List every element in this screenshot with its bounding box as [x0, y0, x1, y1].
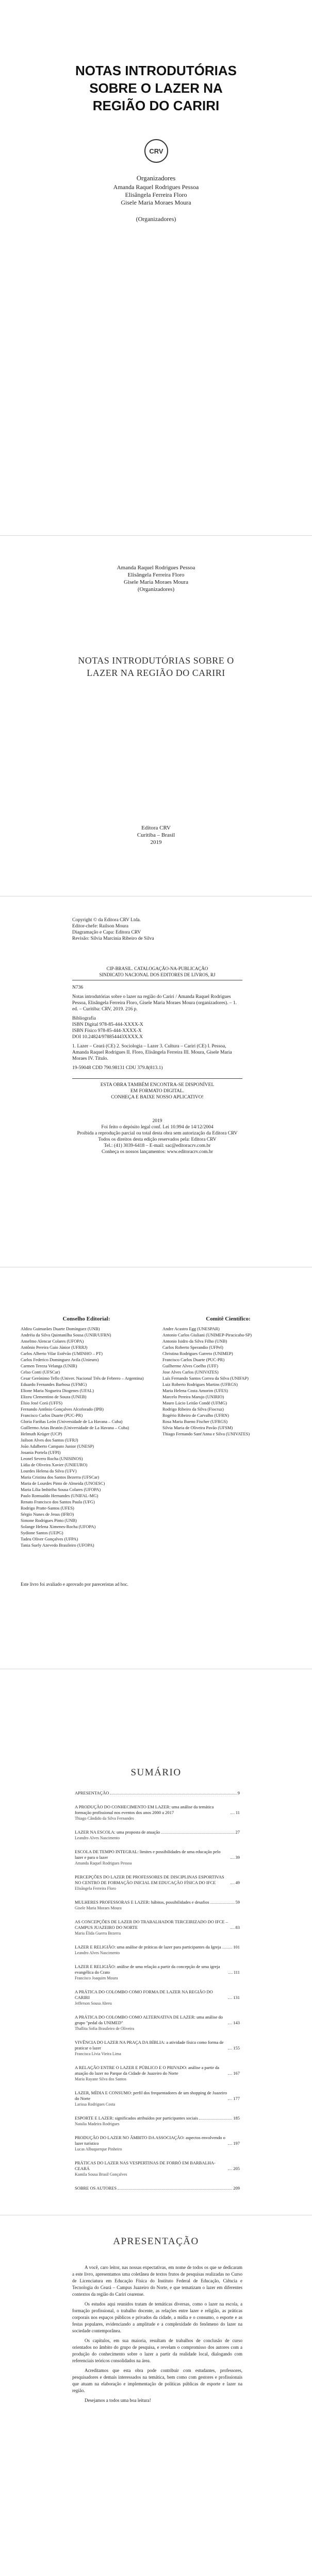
organizer-name: Gisele Maria Moraes Moura: [121, 199, 191, 206]
toc-entry-title: APRESENTAÇÃO: [75, 1790, 109, 1795]
editorial-member: Maria Cristina dos Santos Bezerra (UFSCar): [21, 1475, 100, 1480]
author-line: Gisele Maria Moraes Moura: [124, 579, 188, 585]
toc-entry-author: Lucas Albuquerque Pinheiro: [75, 2147, 122, 2151]
cataloguing-body: Notas introdutórias sobre o lazer na região do Cariri / Amanda Raquel Rodrigues Pessoa, Elisângela Ferreira Floro, Gisele Maria Moraes Moura (organizadores). – 1. ed. – Curitiba: CRV, 2019. 216 p.: [72, 994, 237, 1012]
scientific-member: Carlos Roberto Sperandio (UFPel): [162, 1345, 223, 1350]
editorial-member: Élsio José Corá (UFFS): [21, 1400, 62, 1405]
title-page: [0, 536, 312, 896]
editorial-member: Tania Suely Azevedo Brasileiro (UFOPA): [21, 1543, 94, 1548]
toc-leader-dots: [118, 2189, 232, 2190]
toc-entry[interactable]: [75, 1829, 240, 1841]
isbn-line: ISBN Digital 978-85-444-XXXX-X: [72, 1022, 143, 1027]
toc-entry-title: SOBRE OS AUTORES: [75, 2185, 117, 2191]
scientific-member: Jose Alves Carlos (UNIVATES): [162, 1369, 219, 1375]
isbn-block: [72, 1015, 242, 1040]
editorial-member: Jailson Alves dos Santos (UFRJ): [21, 1437, 78, 1443]
toc-entry[interactable]: [75, 1874, 240, 1891]
copyright-credits: [72, 917, 242, 942]
scientific-member: Rosa Maria Bueno Fischer (UFRGS): [162, 1419, 228, 1424]
digital-notice-line: CONHEÇA E BAIXE NOSSO APLICATIVO!: [111, 1095, 204, 1100]
title-page-publisher: [0, 824, 312, 846]
legal-line: Conheça os nossos lançamentos: www.editoracrv.com.br: [102, 1149, 213, 1155]
toc-entry[interactable]: [75, 1989, 240, 2006]
toc-entry[interactable]: [75, 1849, 240, 1866]
publisher-line: 2019: [150, 839, 162, 845]
toc-entry-title: PRÁTICAS DO LAZER NAS VESPERTINAS DE FORRÓ EM BARBALHA-CEARÁ: [75, 2160, 216, 2171]
editorial-member: Sydione Santos (UEPG): [21, 1530, 63, 1535]
legal-line: Proibida a reprodução parcial ou total desta obra sem autorização da Editora CRV: [77, 1131, 238, 1136]
editorial-council: [21, 1316, 152, 1549]
toc-entry-author: Amanda Raquel Rodrigues Pessoa: [75, 1861, 132, 1866]
credit-line: Diagramação e Capa: Editora CRV: [72, 930, 141, 935]
toc-entry-title: A PRODUÇÃO DO CONHECIMENTO EM LAZER: uma análise da temática formação profissional nos eventos dos anos 2000 a 2017: [75, 1804, 214, 1815]
presentation-paragraph: Os estudos aqui reunidos tratam de temáticas diversas, como o lazer na escola, a formação profissional, o trabalho docente, as relações entre lazer e religião, as práticas corporais nos espaços públicos e privados da cidade, a mídia e o consumo, o esporte e as festas populares, evidenciando a amplitude e a complexidade do fenômeno do lazer na sociedade contemporânea.: [72, 2301, 242, 2333]
toc-entry[interactable]: [75, 1790, 240, 1796]
scientific-member: Silvia Maria de Oliveira Pavão (UFSM): [162, 1425, 233, 1430]
toc-leader-dots: [231, 1928, 235, 1929]
editorial-member: Francisco Carlos Duarte (PUC-PR): [21, 1413, 83, 1418]
toc-entry-author: Thallita Sofia Brasileiro de Oliveira: [75, 2026, 135, 2031]
editorial-member: Paulo Romualdo Hernandes (UNIFAL-MG): [21, 1493, 98, 1498]
toc-leader-dots: [210, 1903, 235, 1904]
scientific-member: Christina Rodrigues Garreto (UNIMEP): [162, 1351, 233, 1356]
editorial-council-title: Conselho Editorial:: [62, 1316, 110, 1322]
toc-entry-title: PRODUÇÃO DO LAZER NO ÂMBITO DA ASSOCIAÇÃO: aspectos envolvendo o lazer turístico: [75, 2135, 225, 2146]
toc-entry-page: 49: [235, 1880, 240, 1885]
editorial-member: Fernando Antônio Gonçalves Alcoforado (IPB): [21, 1406, 104, 1412]
toc-entry-title: AS CONCEPÇÕES DE LAZER DO TRABALHADOR TERCEIRIZADO DO IFCE – CAMPUS JUAZEIRO DO NORTE: [75, 1919, 228, 1930]
organizers-suffix: (Organizadores): [136, 215, 176, 223]
legal-line: Tel.: (41) 3039-6418 – E-mail: sac@editoracrv.com.br: [104, 1143, 211, 1148]
cataloguing-heading: [72, 965, 242, 978]
scientific-member: Luís Fernando Santos Correa da Silva (UNIFAP): [162, 1376, 249, 1381]
scientific-committee: [162, 1316, 294, 1437]
editorial-member: Maria de Lourdes Pinto de Almeida (UNOESC): [21, 1481, 105, 1486]
editorial-member: Elione Maria Nogueira Diogenes (UFAL): [21, 1388, 94, 1393]
scientific-member: Guilherme Alves Coelho (UFF): [162, 1363, 218, 1368]
editorial-member: Guillermo Arias Beatón (Universidade de La Havana – Cuba): [21, 1425, 129, 1430]
table-of-contents-page: [0, 1669, 312, 2215]
editorial-member: Carlos Federico Dominguez Avila (Unieuro): [21, 1357, 99, 1362]
presentation-paragraph: Desejamos a todos uma boa leitura!: [85, 2398, 151, 2403]
toc-leader-dots: [228, 2099, 232, 2100]
presentation-page: [0, 2215, 312, 2576]
editorial-member: Simone Rodrigues Pinto (UNB): [21, 1518, 77, 1523]
editorial-member: João Adalberto Campato Junior (UNESP): [21, 1444, 94, 1449]
copyright-page: [0, 896, 312, 1267]
toc-entry-author: Elisângela Ferreira Floro: [75, 1886, 116, 1891]
toc-title: SUMÁRIO: [130, 1767, 182, 1778]
cover-title-line: REGIÃO DO CARIRI: [92, 98, 220, 113]
editorial-member: Maria Lília Imbiriba Sousa Colares (UFOPA): [21, 1487, 101, 1492]
toc-entry-author: Maria Élida Guerra Bezerra: [75, 1931, 121, 1936]
scientific-member: Antonio Isidro da Silva Filho (UNB): [162, 1338, 227, 1344]
editorial-member: Anselmo Alencar Colares (UFOPA): [21, 1338, 84, 1344]
editorial-member: Sérgio Nunes de Jesus (IFRO): [21, 1512, 74, 1517]
toc-entry-title: A RELAÇÃO ENTRE O LAZER E PÚBLICO E O PRIVADO: análise a partir da atuação do lazer no Parque da Cidade de Juazeiro do Norte: [75, 2065, 220, 2076]
toc-entry-page: 111: [233, 1970, 240, 1975]
cover-title: [0, 62, 312, 114]
editorial-member: Carmen Tereza Velanga (UNIR): [21, 1363, 77, 1368]
scientific-member: Mauro Lúcio Leitão Condé (UFMG): [162, 1400, 227, 1405]
toc-entry-page: 167: [233, 2071, 240, 2076]
editorial-member: Renato Francisco dos Santos Paula (UFG): [21, 1499, 95, 1504]
title-line: NOTAS INTRODUTÓRIAS SOBRE O: [78, 655, 234, 666]
toc-entry-author: Natalia Madeira Rodrigues: [75, 2122, 120, 2126]
toc-entry-page: 205: [233, 2166, 240, 2171]
scientific-member: Rogério Ribeiro de Carvalho (UFRN): [162, 1413, 229, 1418]
digital-notice-line: ESTA OBRA TAMBÉM ENCONTRA-SE DISPONÍVEL: [100, 1082, 215, 1088]
isbn-line: Bibliografia: [72, 1016, 96, 1021]
toc-leader-dots: [161, 1833, 234, 1834]
toc-entry-author: Jefferson Sousa Abreu: [75, 2001, 112, 2006]
cover-title-line: SOBRE O LAZER NA: [89, 80, 223, 96]
toc-entry-title: PERCEPÇÕES DO LAZER DE PROFESSORES DE DISCIPLINAS ESPORTIVAS NO CENTRO DE FORMAÇÃO INICIAL EM EDUCAÇÃO FÍSICA DO IFCE: [75, 1874, 224, 1885]
toc-entry-page: 143: [233, 2020, 240, 2025]
toc-entry-title: A PRÁTICA DO COLOMBO COMO FORMA DE LAZER NA REGIÃO DO CARIRI: [75, 1989, 213, 2000]
toc-entry-title: LAZER E RELIGIÃO: uma análise de práticas de lazer para participantes da Igreja: [75, 1944, 221, 1950]
publisher-logo-icon: [143, 138, 169, 164]
toc-leader-dots: [228, 1973, 233, 1974]
toc-entry[interactable]: [75, 1919, 240, 1936]
toc-entry-page: 177: [233, 2096, 240, 2101]
toc-entry-author: Gisele Maria Moraes Moura: [75, 1906, 122, 1910]
scientific-member: Marcelo Pereira Marujo (UNIRIO): [162, 1394, 224, 1399]
author-line: (Organizadores): [137, 586, 175, 592]
legal-deposit: [72, 1118, 242, 1155]
toc-entry-page: 9: [237, 1790, 240, 1795]
organizer-name: Amanda Raquel Rodrigues Pessoa: [113, 183, 199, 191]
credit-line: Revisão: Silvia Marcinia Ribeiro de Silva: [72, 936, 154, 941]
toc-leader-dots: [228, 1998, 232, 1999]
organizers-label: Organizadores: [136, 174, 176, 182]
credit-line: Editor-chefe: Railson Moura: [72, 924, 129, 929]
toc-list: [75, 1790, 240, 2199]
toc-entry-title: ESCOLA DE TEMPO INTEGRAL: limites e possibilidades de uma educação pelo lazer e para o lazer: [75, 1849, 221, 1860]
scientific-member: Luiz Roberto Rodrigues Martins (UFRGS): [162, 1382, 238, 1387]
editorial-member: Josania Portela (UFPI): [21, 1450, 61, 1455]
toc-entry-page: 27: [235, 1829, 240, 1835]
legal-line: Todos os direitos desta edição reservados pela: Editora CRV: [98, 1137, 217, 1142]
toc-entry[interactable]: [75, 2160, 240, 2177]
editorial-member: Rodrigo Pratte-Santos (UFES): [21, 1505, 74, 1511]
toc-entry-title: ESPORTE E LAZER: significados atribuídos por participantes sociais: [75, 2115, 199, 2121]
digital-notice: [72, 1082, 242, 1100]
editorial-member: Solange Helena Ximenes-Rocha (UFOPA): [21, 1524, 96, 1529]
presentation-paragraph: Acreditamos que esta obra pode contribuir com estudantes, professores, pesquisadores e demais interessados na temática, bem como com gestores e profissionais que atuam na elaboração e implementação de políticas públicas de esporte e lazer na região.: [72, 2368, 242, 2393]
publisher-line: Editora CRV: [141, 825, 171, 831]
toc-entry[interactable]: [75, 2090, 240, 2107]
scientific-member: Rodrigo Ribeiro da Silva (Fiocruz): [162, 1406, 224, 1412]
toc-entry-page: 39: [235, 1855, 240, 1860]
editorial-member: Andréia da Silva Quintanilha Sousa (UNIR/UFRN): [21, 1332, 111, 1337]
editorial-member: Carlos Alberto Vilar Estêvão (UMINHO – PT): [21, 1351, 103, 1356]
toc-entry-author: Larissa Rodrigues Costa: [75, 2102, 116, 2107]
peer-review-note: Este livro foi avaliado e aprovado por pareceristas ad hoc.: [21, 1582, 128, 1587]
toc-entry[interactable]: [75, 2185, 240, 2191]
toc-entry[interactable]: [75, 2014, 240, 2031]
toc-entry-title: MULHERES PROFESSORAS E LAZER: hábitos, possibilidades e desafios: [75, 1900, 209, 1905]
presentation-paragraph: A você, caro leitor, nas nossas expectativas, em nome de todos os que se dedicaram a este livro, apresentamos uma coletânea de textos frutos de pesquisas realizadas no Curso de Licenciatura em Educação Física do Instituto Federal de Educação, Ciência e Tecnologia do Ceará – Campus Juazeiro do Norte, e que tematizam o lazer em diferentes contextos da região do Cariri cearense.: [72, 2265, 242, 2297]
editorial-member: Celso Conti (UFSCar): [21, 1369, 60, 1375]
editorial-member: Leonel Severo Rocha (UNISINOS): [21, 1456, 83, 1461]
presentation-body: [72, 2264, 242, 2407]
toc-entry-author: Francisco Joaquim Moura: [75, 1976, 118, 1980]
organizers-list: [0, 183, 312, 207]
scientific-member: Andre Acastro Egg (UNESPAR): [162, 1326, 220, 1331]
toc-entry-page: 197: [233, 2141, 240, 2146]
title-line: LAZER NA REGIÃO DO CARIRI: [87, 668, 225, 678]
toc-entry[interactable]: [75, 1804, 240, 1821]
editorial-member: Antônio Pereira Gaio Júnior (UFRRJ): [21, 1345, 88, 1350]
scientific-member: Thiago Fernando Sant'Anna e Silva (UNIVATES): [162, 1431, 250, 1436]
toc-entry[interactable]: [75, 1900, 240, 1911]
toc-leader-dots: [228, 2074, 232, 2075]
toc-entry-author: Leandro Alves Nascimento: [75, 1836, 120, 1840]
editorial-member: Helmuth Krüger (UCP): [21, 1431, 62, 1436]
title-page-authors: [0, 564, 312, 593]
credit-line: Copyright © da Editora CRV Ltda.: [72, 918, 141, 923]
scientific-member: Antonio Carlos Giuliani (UNIMEP-Piracicaba-SP): [162, 1332, 252, 1337]
digital-notice-line: EM FORMATO DIGITAL.: [130, 1089, 185, 1094]
editorial-member: Tadeu Oliver Gonçalves (UFPA): [21, 1536, 78, 1541]
publisher-line: Curitiba – Brasil: [137, 832, 175, 838]
toc-entry-page: 83: [235, 1925, 240, 1930]
author-line: Amanda Raquel Rodrigues Pessoa: [117, 565, 195, 571]
toc-entry-page: 131: [233, 1995, 240, 2000]
editorial-member: Cesar Gerónimo Tello (Univer. Nacional Três de Febrero – Argentina): [21, 1376, 144, 1381]
cdd-line: 19-59048 CDD 790.98131 CDU 379.8(813.1): [72, 1065, 163, 1071]
scientific-committee-title: Comitê Científico:: [206, 1316, 251, 1322]
toc-entry-page: 11: [235, 1810, 240, 1815]
toc-leader-dots: [228, 2144, 232, 2145]
cataloguing-heading-line: SINDICATO NACIONAL DOS EDITORES DE LIVROS, RJ: [99, 972, 216, 977]
presentation-paragraph: Os capítulos, em sua maioria, resultam de trabalhos de conclusão de curso orientados no âmbito do grupo de pesquisa, e revelam o compromisso dos autores com a produção do conhecimento sobre o lazer a partir da realidade local, dialogando com referenciais teóricos consolidados na área.: [72, 2338, 242, 2363]
toc-entry-page: 155: [233, 2045, 240, 2050]
toc-entry-page: 185: [233, 2115, 240, 2121]
editorial-member: Eduardo Fernandes Barbosa (UFMG): [21, 1382, 87, 1387]
editorial-member: Elizeu Clementino de Souza (UNEB): [21, 1394, 87, 1399]
toc-entry[interactable]: [75, 1944, 240, 1956]
toc-entry-title: A PRÁTICA DO COLOMBO COMO ALTERNATIVA DE LAZER: uma análise do grupo "pedal da UNIMED": [75, 2014, 223, 2025]
cataloguing-code: N736: [72, 985, 84, 990]
toc-entry-page: 209: [233, 2185, 240, 2191]
toc-entry-page: 59: [235, 1900, 240, 1905]
scientific-member: Francisco Carlos Duarte (PUC-PR): [162, 1357, 225, 1362]
cover-title-line: NOTAS INTRODUTÓRIAS: [75, 63, 237, 78]
toc-entry-title: LAZER, MÍDIA E CONSUMO: perfil dos frequentadores de um shopping de Juazeiro do Norte: [75, 2090, 227, 2101]
scientific-member: Maria Helena Costa Amorim (UFES): [162, 1388, 228, 1393]
toc-leader-dots: [199, 2119, 232, 2120]
toc-entry[interactable]: [75, 2135, 240, 2152]
subject-line: 1. Lazer – Ceará (CE) 2. Sociologia – Lazer 3. Cultura – Cariri (CE) I. Pessoa, Amanda Raquel Rodrigues II. Floro, Elisângela Ferreira III. Moura, Gisele Maria Moraes IV. Título.: [72, 1044, 232, 1061]
isbn-line: ISBN Físico 978-85-444-XXXX-X: [72, 1028, 142, 1033]
editorial-member: Gloria Fariñas León (Universidade de La Havana – Cuba): [21, 1419, 123, 1424]
cataloguing-record: [72, 980, 242, 1079]
editorial-council-list: [21, 1326, 152, 1548]
editorial-member: Lourdes Helena da Silva (UFV): [21, 1468, 77, 1473]
toc-entry[interactable]: [75, 2040, 240, 2057]
organizer-name: Elisângela Ferreira Floro: [125, 191, 187, 198]
author-line: Elisângela Ferreira Floro: [127, 572, 185, 578]
toc-entry-author: Maria Rayane Silva dos Santos: [75, 2077, 126, 2081]
toc-entry-title: LAZER E RELIGIÃO: análise de uma relação a partir da concepção de uma igreja evangélica do Crato: [75, 1964, 220, 1975]
toc-entry-author: Francisca Lívia Vieira Lima: [75, 2052, 121, 2056]
presentation-title: APRESENTAÇÃO: [113, 2236, 199, 2247]
toc-entry-author: Kamila Sousa Brasil Gonçalves: [75, 2172, 127, 2177]
editorial-member: Aldira Guimarães Duarte Domínguez (UNB): [21, 1326, 100, 1331]
toc-entry[interactable]: [75, 2065, 240, 2082]
councils-page: [0, 1267, 312, 1669]
legal-line: Foi feito o depósito legal conf. Lei 10.994 de 14/12/2004: [101, 1125, 214, 1130]
cover-page: [0, 0, 312, 536]
toc-leader-dots: [231, 1858, 235, 1859]
logo-text: CRV: [149, 147, 163, 155]
toc-entry-title: VIVÊNCIA DO LAZER NA PRAÇA DA BÍBLIA: a atividade física como forma de praticar o lazer: [75, 2040, 224, 2050]
scientific-committee-list: [162, 1326, 294, 1437]
toc-entry-title: LAZER NA ESCOLA: uma proposta de atuação: [75, 1829, 160, 1835]
toc-entry[interactable]: [75, 1964, 240, 1981]
editorial-member: Lídia de Oliveira Xavier (UNIEURO): [21, 1462, 88, 1467]
toc-entry-author: Thiago Cândido da Silva Fernandes: [75, 1816, 134, 1821]
toc-entry-author: Leandro Alves Nascimento: [75, 1951, 120, 1955]
toc-entry-page: 101: [233, 1944, 240, 1950]
cataloguing-heading-line: CIP-BRASIL. CATALOGAÇÃO-NA-PUBLICAÇÃO: [106, 966, 208, 971]
toc-entry[interactable]: [75, 2115, 240, 2127]
legal-line: 2019: [152, 1118, 162, 1124]
title-page-title: [0, 654, 312, 679]
isbn-line: DOI 10.24824/978854443XXXX.X: [72, 1035, 143, 1040]
